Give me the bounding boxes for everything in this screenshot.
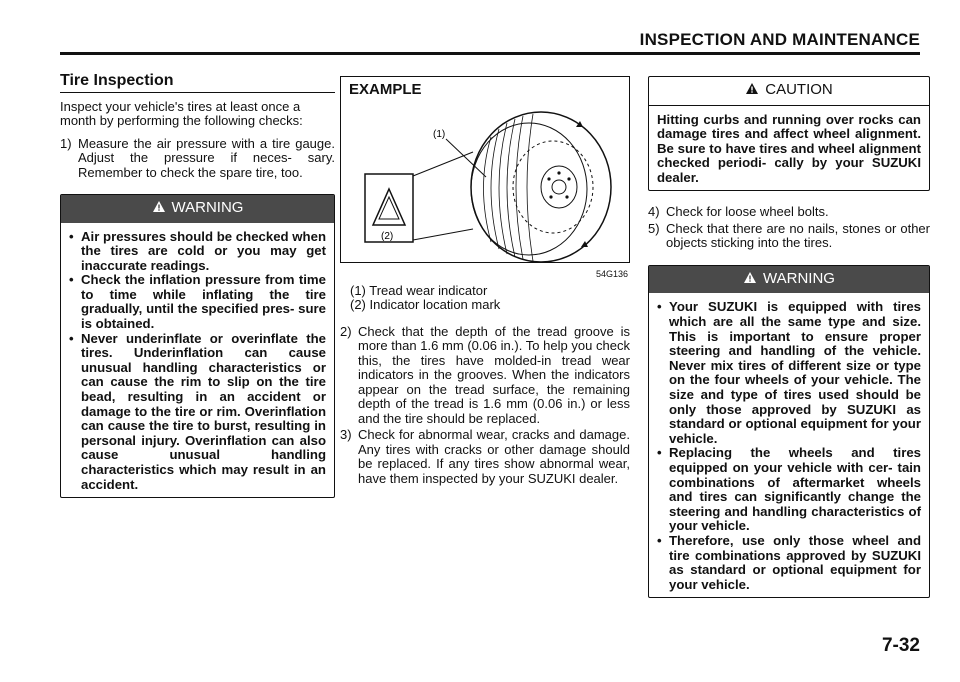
caution-body [649, 106, 929, 191]
warning-item: • Your SUZUKI is equipped with tires which are all the same type and size. This is important to ensure proper steering and handling of the vehicle. Never mix tires of different size or type on the four wheels of your vehicle. The size and type of tires used should be only those approved by SUZUKI as standard or optional equipment for your vehicle. [657, 299, 921, 446]
warning-label: WARNING [171, 199, 244, 216]
warning-triangle-icon [743, 271, 757, 288]
steps-list-2 [340, 325, 630, 487]
column-right [648, 70, 930, 598]
caution-label: CAUTION [765, 81, 833, 98]
callout-2-label: (2) [381, 231, 394, 242]
step-text: Check that the depth of the tread groove is more than 1.6 mm (0.06 in.). To help you check this, the tires have molded-in tread wear indicators in the grooves. When the indicators appear on the tread surface, the remaining depth of the tread is 1.6 mm (0.06 in.) or less and the tire should be replaced. [358, 323, 630, 426]
warning-item: • Air pressures should be checked when the tires are cold or you may get inaccurate readings. [69, 228, 326, 273]
step-item [648, 222, 930, 251]
example-figure [340, 76, 630, 263]
warning-triangle-icon [152, 200, 166, 217]
step-number: 4) [648, 204, 660, 220]
warning-box-2 [648, 265, 930, 598]
step-number: 2) [340, 323, 352, 339]
column-middle [340, 70, 630, 488]
warning-box-1 [60, 194, 335, 498]
legend-item: (2) Indicator location mark [350, 297, 501, 312]
warning-body [61, 223, 334, 498]
warning-header [61, 195, 334, 223]
caution-box [648, 76, 930, 191]
step-item [60, 137, 335, 181]
callout-1-label: (1) [433, 129, 446, 140]
column-left [60, 70, 335, 498]
caution-triangle-icon [745, 82, 759, 99]
warning-item: • Replacing the wheels and tires equipped on your vehicle with cer- tain combinations of aftermarket wheels and tires can significantly change the steering and handling characteristics of your vehicle. [657, 445, 921, 534]
warning-item: • Check the inflation pressure from time to time while inflating the tire gradually, until the specified pres- sure is obtained. [69, 272, 326, 332]
step-text: Check that there are no nails, stones or other objects sticking into the tires. [666, 220, 930, 251]
warning-item: • Therefore, use only those wheel and tire combinations approved by SUZUKI as standard or optional equipment for your vehicle. [657, 532, 921, 592]
step-item [340, 325, 630, 427]
step-text: Measure the air pressure with a tire gauge. Adjust the pressure if neces- sary. Remember to check the spare tire, too. [78, 135, 335, 180]
steps-list-3 [648, 205, 930, 251]
tire-illustration [341, 77, 629, 262]
step-number: 1) [60, 135, 72, 151]
legend-item: (1) Tread wear indicator [350, 282, 488, 298]
figure-legend [350, 284, 630, 313]
steps-list-1 [60, 137, 335, 181]
step-item [340, 428, 630, 486]
step-text: Check for loose wheel bolts. [666, 204, 829, 220]
section-title: Tire Inspection [60, 72, 174, 89]
warning-item: • Never underinflate or overinflate the tires. Underinflation can cause unusual handling characteristics or can cause the rim to slip on the tire bead, resulting in an accident or damage to the tire or rim. Overinflation can cause the tire to burst, resulting in personal injury. Overinflation can also cause unusual handling characteristics which may result in an accident. [69, 330, 326, 492]
caution-header [649, 77, 929, 106]
step-number: 5) [648, 220, 660, 236]
figure-code: 54G136 [595, 269, 628, 279]
warning-body [649, 293, 929, 597]
intro-text: Inspect your vehicle's tires at least once a month by performing the following checks: [60, 98, 303, 128]
example-title: EXAMPLE [349, 81, 422, 98]
page-header-title: INSPECTION AND MAINTENANCE [639, 30, 920, 49]
warning-header [649, 266, 929, 294]
section-rule [60, 92, 335, 93]
step-number: 3) [340, 427, 352, 442]
header-rule [60, 52, 920, 55]
page-number: 7-32 [881, 635, 920, 656]
warning-label: WARNING [763, 269, 835, 287]
caution-text: Hitting curbs and running over rocks can damage tires and affect wheel alignment. Be sure to have tires and wheel alignment checked periodi- cally by your SUZUKI dealer. [657, 111, 921, 185]
step-item [648, 205, 930, 220]
step-text: Check for abnormal wear, cracks and damage. Any tires with cracks or other damage should be replaced. If any tires show abnormal wear, have them inspected by your SUZUKI dealer. [358, 427, 630, 486]
